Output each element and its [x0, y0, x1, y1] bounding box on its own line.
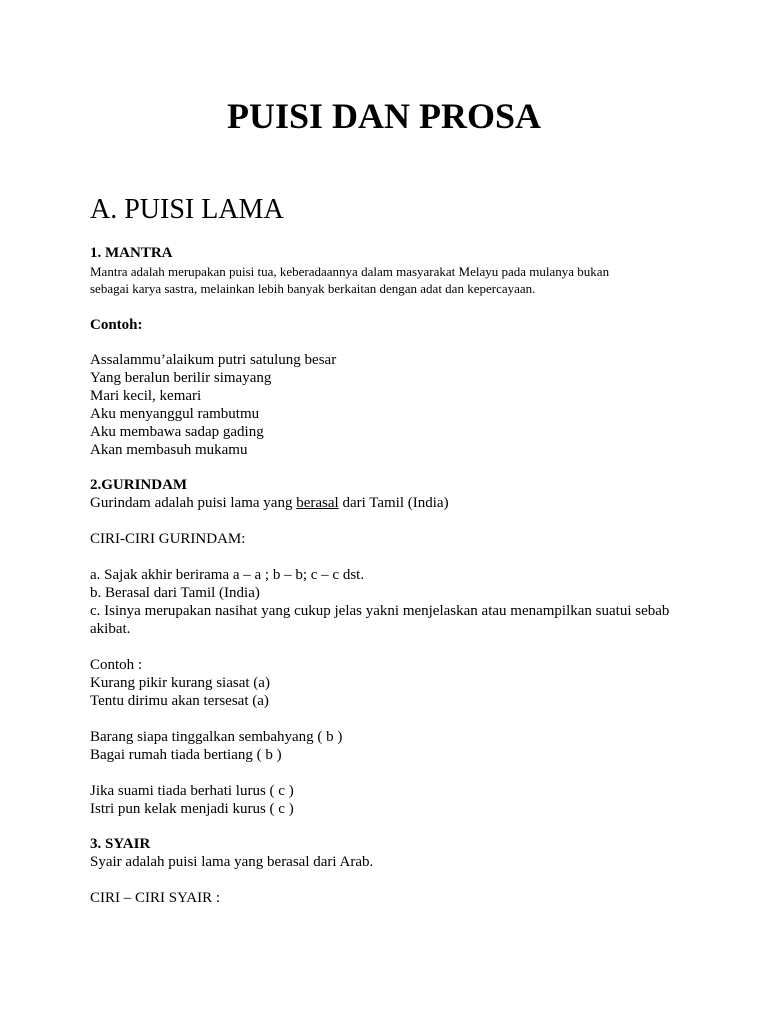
section-heading: A. PUISI LAMA — [90, 194, 284, 225]
gurindam-desc-before: Gurindam adalah puisi lama yang — [90, 495, 297, 511]
gurindam-example-line: Barang siapa tinggalkan sembahyang ( b ) — [90, 729, 343, 745]
gurindam-example-line: Istri pun kelak menjadi kurus ( c ) — [90, 801, 294, 817]
gurindam-ciri-item: a. Sajak akhir berirama a – a ; b – b; c – c dst. — [90, 567, 365, 583]
mantra-example-line: Aku menyanggul rambutmu — [90, 406, 260, 422]
mantra-example-line: Akan membasuh mukamu — [90, 442, 248, 458]
mantra-example-line: Yang beralun berilir simayang — [90, 370, 272, 386]
mantra-example-line: Aku membawa sadap gading — [90, 424, 264, 440]
gurindam-ciri-item: b. Berasal dari Tamil (India) — [90, 585, 260, 601]
gurindam-heading: 2.GURINDAM — [90, 477, 188, 493]
mantra-example-line: Assalammu’alaikum putri satulung besar — [90, 352, 337, 368]
syair-heading: 3. SYAIR — [90, 836, 151, 852]
gurindam-ciri-item: akibat. — [90, 621, 131, 637]
gurindam-ciri-item: c. Isinya merupakan nasihat yang cukup jelas yakni menjelaskan atau menampilkan suatui sebab — [90, 603, 670, 619]
syair-description: Syair adalah puisi lama yang berasal dari Arab. — [90, 854, 374, 870]
mantra-example-label: Contoh: — [90, 317, 143, 333]
gurindam-example-line: Kurang pikir kurang siasat (a) — [90, 675, 270, 691]
mantra-heading: 1. MANTRA — [90, 245, 173, 261]
gurindam-description — [90, 494, 449, 512]
gurindam-example-line: Bagai rumah tiada bertiang ( b ) — [90, 747, 282, 763]
gurindam-desc-after: dari Tamil (India) — [338, 495, 449, 511]
gurindam-desc-underlined: berasal — [296, 495, 339, 511]
page-title: PUISI DAN PROSA — [226, 96, 542, 136]
mantra-description-line: sebagai karya sastra, melainkan lebih banyak berkaitan dengan adat dan kepercayaan. — [90, 281, 536, 296]
gurindam-example-line: Tentu dirimu akan tersesat (a) — [90, 693, 269, 709]
mantra-example-line: Mari kecil, kemari — [90, 388, 202, 404]
syair-ciri-label: CIRI – CIRI SYAIR : — [90, 890, 221, 906]
gurindam-ciri-label: CIRI-CIRI GURINDAM: — [90, 531, 246, 547]
mantra-description-line: Mantra adalah merupakan puisi tua, keberadaannya dalam masyarakat Melayu pada mulanya bukan — [90, 264, 610, 279]
gurindam-example-line: Jika suami tiada berhati lurus ( c ) — [90, 783, 294, 799]
gurindam-example-label: Contoh : — [90, 657, 143, 673]
